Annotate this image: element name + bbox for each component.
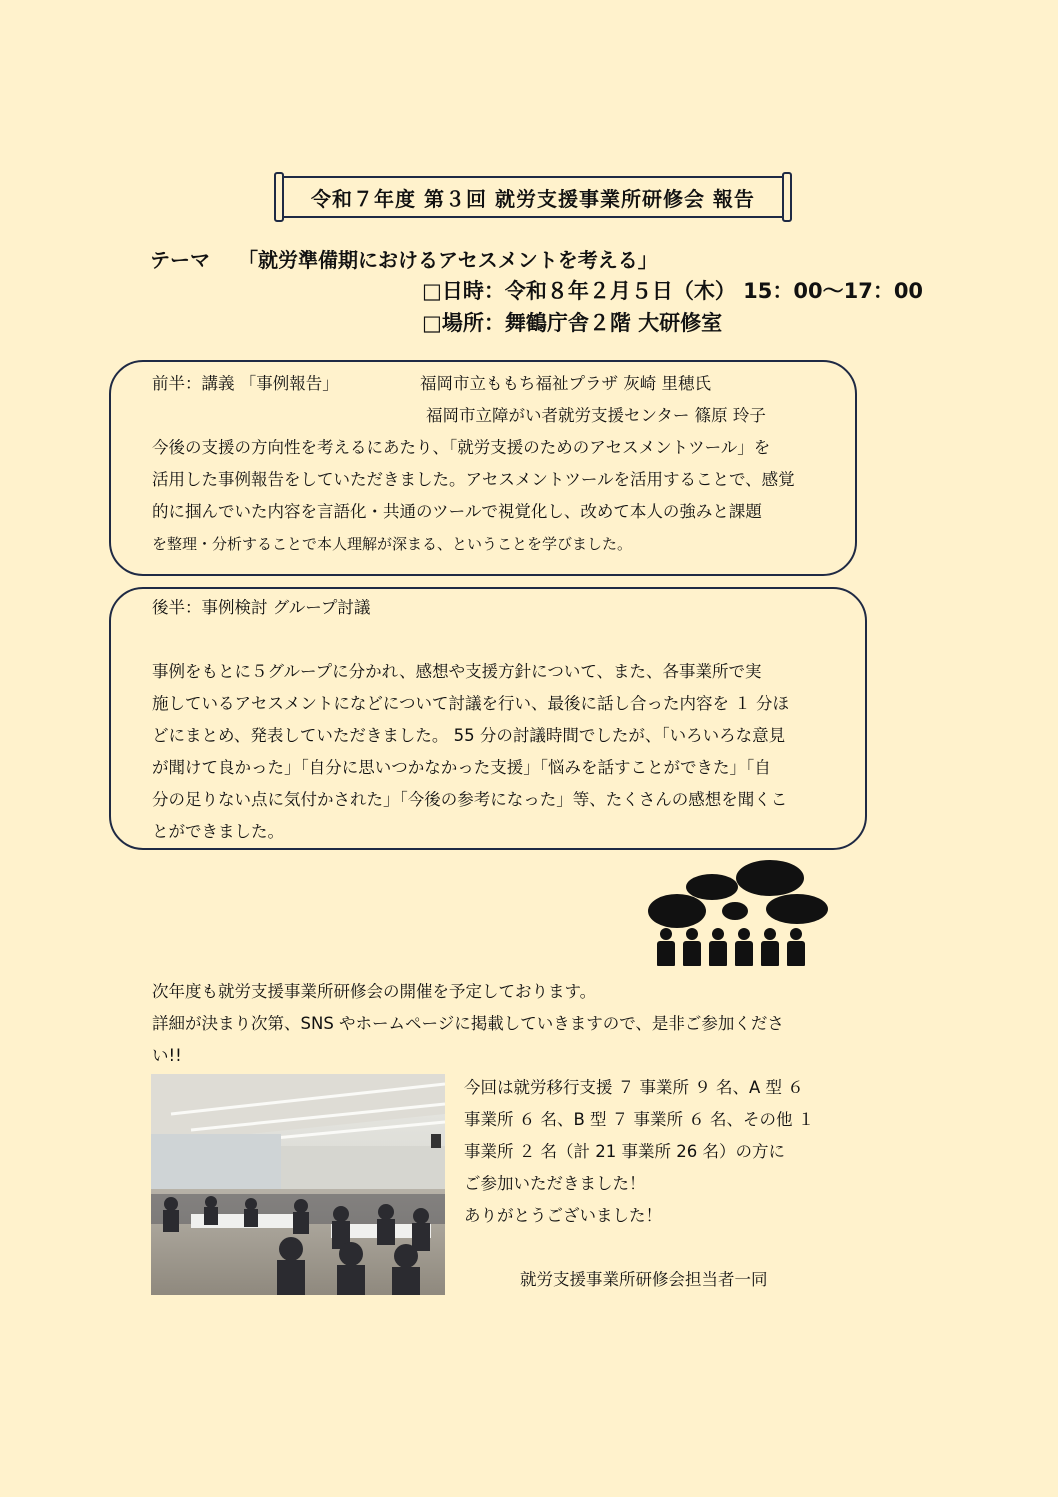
next-year-line: 詳細が決まり次第、SNS やホームページに掲載していきますので、是非ご参加くださ: [152, 1014, 784, 1033]
event-datetime: □日時：令和８年２月５日（木） 15：00～17：00: [422, 279, 924, 303]
event-place: □場所：舞鶴庁舎２階 大研修室: [422, 311, 723, 335]
signature: 就労支援事業所研修会担当者一同: [520, 1270, 768, 1289]
theme-label: テーマ: [150, 248, 210, 272]
second-half-line: 事例をもとに５グループに分かれ、感想や支援方針について、また、各事業所で実: [152, 662, 762, 681]
participants-line: ご参加いただきました！: [464, 1174, 646, 1193]
theme-line: [150, 244, 658, 273]
first-half-line: 今後の支援の方向性を考えるにあたり、「就労支援のためのアセスメントツール」を: [152, 438, 771, 457]
first-half-line: 的に掴んでいた内容を言語化・共通のツールで視覚化し、改めて本人の強みと課題: [152, 502, 762, 521]
first-half-heading: 前半：講義 「事例報告」: [152, 374, 339, 393]
first-half-speaker-2: 福岡市立障がい者就労支援センター 篠原 玲子: [426, 406, 766, 425]
second-half-line: 分の足りない点に気付かされた」「今後の参考になった」等、たくさんの感想を聞くこ: [152, 790, 788, 809]
second-half-line: が聞けて良かった」「自分に思いつかなかった支援」「悩みを話すことができた」「自: [152, 758, 771, 777]
second-half-heading: 後半：事例検討 グループ討議: [152, 598, 371, 617]
first-half-line: を整理・分析することで本人理解が深まる、ということを学びました。: [152, 535, 633, 553]
second-half-line: とができました。: [152, 822, 284, 841]
next-year-line: 次年度も就労支援事業所研修会の開催を予定しております。: [152, 982, 597, 1001]
seminar-photo: [151, 1074, 445, 1295]
first-half-speaker-1: 福岡市立ももち福祉プラザ 灰崎 里穂氏: [420, 374, 711, 393]
participants-line: 今回は就労移行支援 ７ 事業所 ９ 名、A 型 ６: [464, 1078, 804, 1097]
theme-text: 「就労準備期におけるアセスメントを考える」: [238, 248, 658, 272]
second-half-line: どにまとめ、発表していただきました。 55 分の討議時間でしたが、「いろいろな意見: [152, 726, 786, 745]
next-year-line: い!!: [152, 1046, 182, 1065]
second-half-line: 施しているアセスメントになどについて討議を行い、最後に話し合った内容を １ 分ほ: [152, 694, 789, 713]
participants-line: ありがとうございました！: [464, 1206, 662, 1225]
discussion-people-icon: [648, 858, 828, 968]
page-title: 令和７年度 第３回 就労支援事業所研修会 報告: [311, 186, 755, 211]
title-banner: [278, 176, 788, 218]
participants-line: 事業所 ２ 名（計 21 事業所 26 名）の方に: [464, 1142, 785, 1161]
participants-line: 事業所 ６ 名、B 型 ７ 事業所 ６ 名、その他 １: [464, 1110, 815, 1129]
first-half-line: 活用した事例報告をしていただきました。アセスメントツールを活用することで、感覚: [152, 470, 795, 489]
